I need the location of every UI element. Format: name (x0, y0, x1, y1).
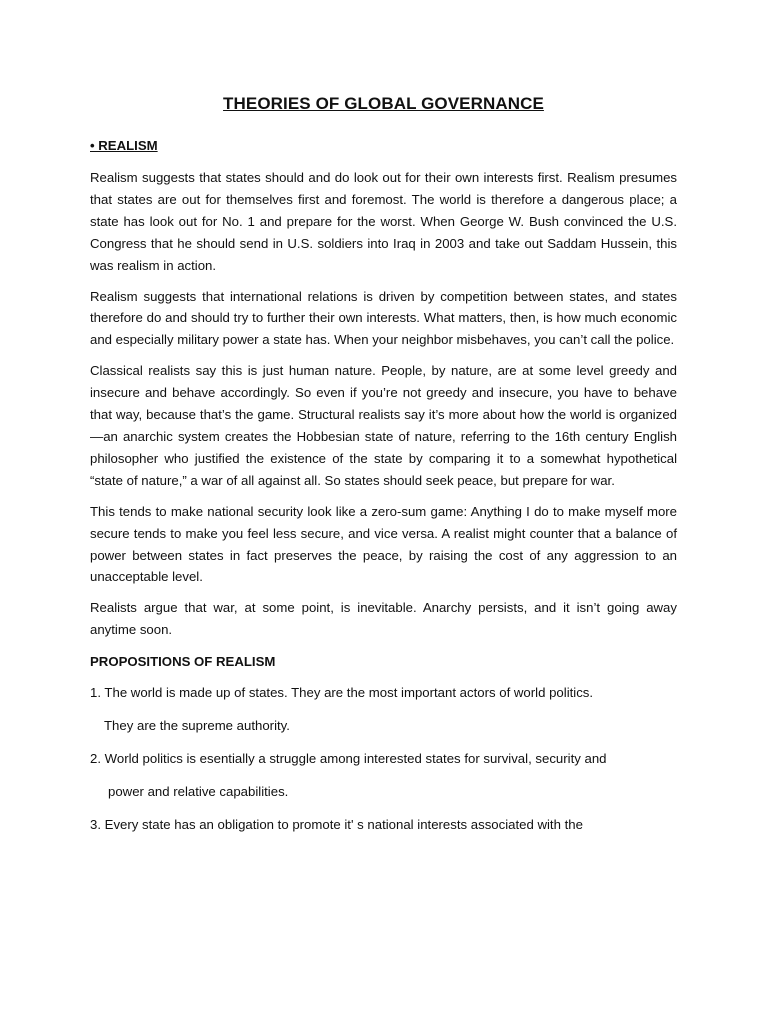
paragraph-5: Realists argue that war, at some point, is inevitable. Anarchy persists, and it isn’t going away anytime soon. (90, 600, 677, 638)
document-title: THEORIES OF GLOBAL GOVERNANCE (223, 94, 544, 113)
document-page (90, 94, 677, 847)
proposition-1-continued: They are the supreme authority. (104, 718, 290, 734)
paragraph-4: This tends to make national security look like a zero-sum game: Anything I do to make myself more secure tends to make you feel less secure, and vice versa. A realist might counter that a balance of power between states in fact preserves the peace, by raising the cost of any aggression to an unacceptable level. (90, 503, 677, 585)
paragraph-3: Classical realists say this is just human nature. People, by nature, are at some level greedy and insecure and behave accordingly. So even if you’re not greedy and insecure, you have to behave that way, because that’s the game. Structural realists say it’s more about how the world is organized—an anarchic system creates the Hobbesian state of nature, referring to the 16th century English philosopher who justified the existence of the state by comparing it to a somewhat hypothetical “state of nature,” a war of all against all. So states should seek peace, but prepare for war. (90, 363, 677, 488)
proposition-2: 2. World politics is esentially a struggle among interested states for survival, security and (90, 751, 607, 767)
paragraph-1: Realism suggests that states should and do look out for their own interests first. Realism presumes that states are out for themselves first and foremost. The world is therefore a dangerous place; a state has look out for No. 1 and prepare for the worst. When George W. Bush convinced the U.S. Congress that he should send in U.S. soldiers into Iraq in 2003 and take out Saddam Hussein, this was realism in action. (90, 170, 677, 273)
realism-heading: • REALISM (90, 138, 158, 153)
proposition-2-continued: power and relative capabilities. (108, 784, 289, 800)
proposition-1: 1. The world is made up of states. They are the most important actors of world politics. (90, 685, 594, 701)
propositions-heading: PROPOSITIONS OF REALISM (90, 654, 276, 670)
proposition-3: 3. Every state has an obligation to promote it' s national interests associated with the (90, 817, 583, 833)
paragraph-2: Realism suggests that international relations is driven by competition between states, and states therefore do and should try to further their own interests. What matters, then, is how much economic and especially military power a state has. When your neighbor misbehaves, you can’t call the police. (90, 288, 677, 348)
